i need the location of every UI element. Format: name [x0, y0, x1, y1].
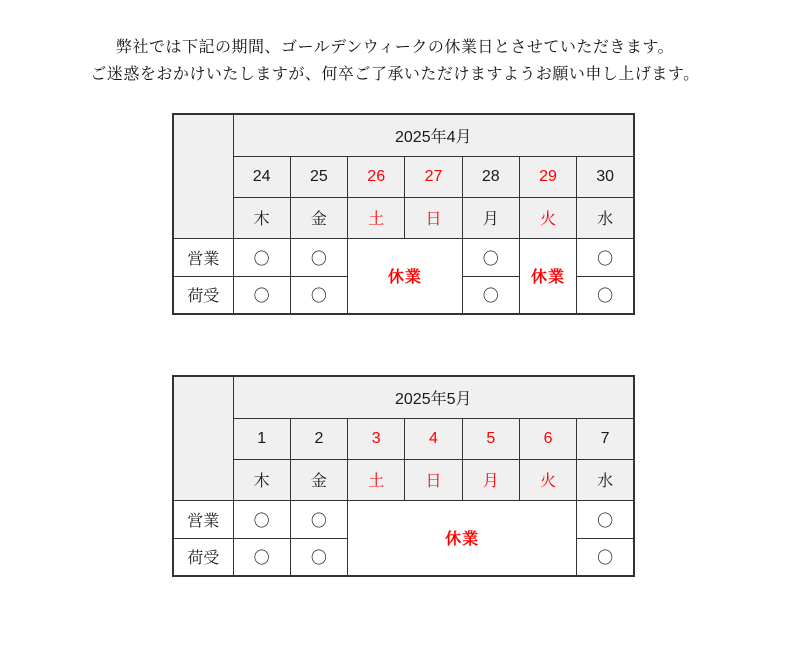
weekday-cell: 金 — [290, 459, 347, 500]
day-cell: 30 — [577, 156, 634, 197]
status-open-cell: 〇 — [577, 538, 634, 576]
day-cell: 2 — [290, 418, 347, 459]
day-cell-holiday: 27 — [405, 156, 462, 197]
notice-line-2: ご迷惑をおかけいたしますが、何卒ご了承いただけますようお願い申し上げます。 — [90, 66, 700, 83]
corner-cell — [173, 376, 233, 500]
status-open-cell: 〇 — [462, 238, 519, 276]
status-closed-cell: 休業 — [348, 238, 463, 314]
weekday-cell-holiday: 日 — [405, 459, 462, 500]
status-open-cell: 〇 — [233, 538, 290, 576]
month-title: 2025年4月 — [233, 114, 634, 156]
day-cell: 7 — [577, 418, 634, 459]
weekday-cell: 水 — [577, 459, 634, 500]
weekday-cell-holiday: 月 — [462, 459, 519, 500]
day-cell-holiday: 3 — [348, 418, 405, 459]
day-cell-holiday: 26 — [348, 156, 405, 197]
status-closed-cell: 休業 — [519, 238, 576, 314]
status-open-cell: 〇 — [462, 276, 519, 314]
weekday-cell: 月 — [462, 197, 519, 238]
status-open-cell: 〇 — [290, 500, 347, 538]
day-cell: 28 — [462, 156, 519, 197]
day-cell-holiday: 5 — [462, 418, 519, 459]
status-closed-cell: 休業 — [348, 500, 577, 576]
weekday-cell: 金 — [290, 197, 347, 238]
holiday-notice — [0, 34, 790, 88]
status-open-cell: 〇 — [577, 238, 634, 276]
day-cell-holiday: 29 — [519, 156, 576, 197]
status-open-cell: 〇 — [577, 500, 634, 538]
day-cell: 24 — [233, 156, 290, 197]
row-label-receiving: 荷受 — [173, 276, 233, 314]
status-open-cell: 〇 — [577, 276, 634, 314]
notice-line-1: 弊社では下記の期間、ゴールデンウィークの休業日とさせていただきます。 — [115, 39, 675, 56]
status-open-cell: 〇 — [233, 276, 290, 314]
weekday-cell-holiday: 火 — [519, 459, 576, 500]
status-open-cell: 〇 — [290, 276, 347, 314]
april-calendar-table — [172, 113, 635, 315]
day-cell: 25 — [290, 156, 347, 197]
day-cell-holiday: 4 — [405, 418, 462, 459]
month-title: 2025年5月 — [233, 376, 634, 418]
status-open-cell: 〇 — [290, 538, 347, 576]
row-label-business: 営業 — [173, 238, 233, 276]
may-calendar-table — [172, 375, 635, 577]
weekday-cell-holiday: 火 — [519, 197, 576, 238]
corner-cell — [173, 114, 233, 238]
weekday-cell-holiday: 土 — [348, 197, 405, 238]
weekday-cell: 木 — [233, 197, 290, 238]
status-open-cell: 〇 — [233, 238, 290, 276]
weekday-cell-holiday: 日 — [405, 197, 462, 238]
day-cell-holiday: 6 — [519, 418, 576, 459]
row-label-business: 営業 — [173, 500, 233, 538]
weekday-cell-holiday: 土 — [348, 459, 405, 500]
weekday-cell: 木 — [233, 459, 290, 500]
row-label-receiving: 荷受 — [173, 538, 233, 576]
status-open-cell: 〇 — [290, 238, 347, 276]
weekday-cell: 水 — [577, 197, 634, 238]
day-cell: 1 — [233, 418, 290, 459]
status-open-cell: 〇 — [233, 500, 290, 538]
